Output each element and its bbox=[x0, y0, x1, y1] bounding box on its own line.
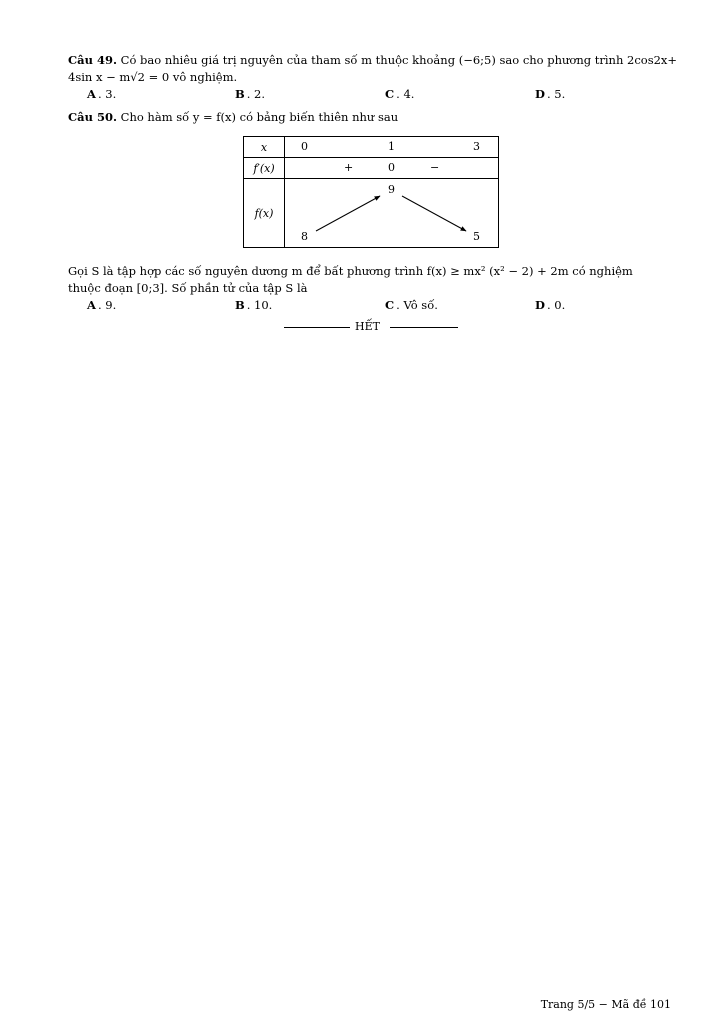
table-header-x: x bbox=[244, 137, 285, 158]
page-footer: Trang 5/5 − Mã đề 101 bbox=[540, 998, 671, 1011]
question-49-option-c[interactable]: C . 4. bbox=[385, 87, 415, 101]
x-value-0: 0 bbox=[301, 140, 308, 153]
question-50-intro: Cho hàm số y = f(x) có bảng biến thiên như sau bbox=[120, 110, 399, 124]
sign-zero: 0 bbox=[388, 161, 395, 174]
question-50-option-a[interactable]: A . 9. bbox=[87, 298, 117, 312]
end-rule-left bbox=[284, 327, 350, 328]
question-49-line-1 bbox=[68, 53, 677, 67]
question-50-label: Câu 50. bbox=[68, 110, 117, 124]
question-49-label: Câu 49. bbox=[68, 53, 117, 67]
question-50-text-2: thuộc đoạn [0;3]. Số phần tử của tập S là bbox=[68, 281, 308, 295]
variation-table bbox=[243, 136, 499, 248]
question-49-option-a[interactable]: A . 3. bbox=[87, 87, 117, 101]
question-50-line-1 bbox=[68, 264, 633, 278]
f-value-end: 5 bbox=[473, 230, 480, 243]
table-header-fprime: f′(x) bbox=[244, 158, 285, 179]
f-value-start: 8 bbox=[301, 230, 308, 243]
question-49-option-b[interactable]: B . 2. bbox=[235, 87, 266, 101]
question-50-option-d[interactable]: D . 0. bbox=[535, 298, 566, 312]
question-50-text-1: Gọi S là tập hợp các số nguyên dương m để bất phương trình f(x) ≥ mx² (x² − 2) + 2m có nghiệm bbox=[68, 264, 633, 278]
variation-arrows bbox=[285, 179, 499, 247]
question-49-line-2 bbox=[68, 70, 237, 84]
table-row-signs bbox=[285, 158, 499, 179]
question-50-option-c[interactable]: C . Vô số. bbox=[385, 298, 438, 312]
sign-minus: − bbox=[430, 161, 440, 174]
end-rule-right bbox=[390, 327, 458, 328]
end-mark: HẾT bbox=[355, 320, 380, 333]
question-50-intro-line bbox=[68, 110, 398, 124]
arrow-increasing bbox=[316, 196, 380, 231]
x-value-1: 1 bbox=[388, 140, 395, 153]
arrow-decreasing bbox=[402, 196, 466, 231]
question-49-option-d[interactable]: D . 5. bbox=[535, 87, 566, 101]
question-49-text-2: 4sin x − m√2 = 0 vô nghiệm. bbox=[68, 70, 238, 84]
sign-plus: + bbox=[344, 161, 354, 174]
table-row-x-values bbox=[285, 137, 499, 158]
table-header-f: f(x) bbox=[244, 179, 285, 248]
question-50-option-b[interactable]: B . 10. bbox=[235, 298, 273, 312]
f-value-peak: 9 bbox=[388, 183, 395, 196]
question-50-line-2 bbox=[68, 281, 308, 295]
x-value-3: 3 bbox=[473, 140, 480, 153]
question-49-text-1: Có bao nhiêu giá trị nguyên của tham số m thuộc khoảng (−6;5) sao cho phương trình 2cos2x+ bbox=[120, 53, 678, 67]
table-row-f-variation bbox=[285, 179, 499, 248]
